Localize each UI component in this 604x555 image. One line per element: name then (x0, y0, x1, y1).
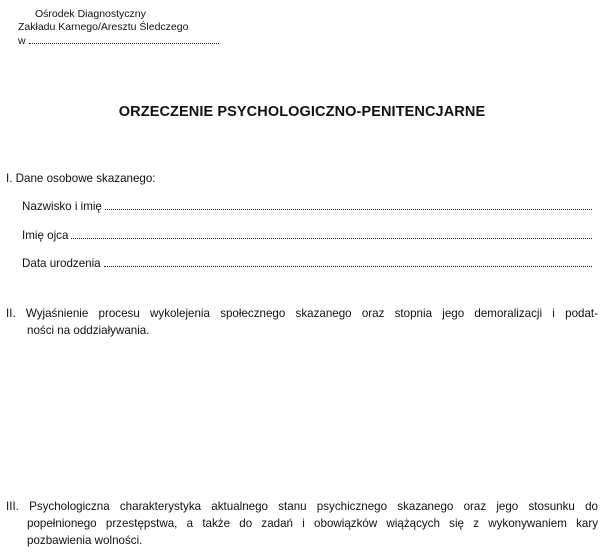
section-2-line-1: II. Wyjaśnienie procesu wykolejenia społecznego skazanego oraz stopnia jego demoralizacji i podat- (6, 307, 598, 320)
section-3-line-1: III. Psychologiczna charakterystyka aktualnego stanu psychicznego skazanego oraz jego stosunku do (6, 500, 598, 513)
birth-date-field (22, 256, 592, 272)
father-name-field (22, 228, 592, 244)
location-fill-line[interactable] (29, 34, 219, 44)
birth-date-label: Data urodzenia (22, 257, 101, 270)
header-location-label: w (18, 35, 26, 47)
section-3-line-3: pozbawienia wolności. (27, 534, 143, 547)
father-name-label: Imię ojca (22, 229, 69, 242)
father-name-fill-line[interactable] (71, 228, 592, 239)
section-2-line-2: ności na oddziaływania. (27, 324, 150, 337)
birth-date-fill-line[interactable] (104, 256, 592, 267)
document-title: ORZECZENIE PSYCHOLOGICZNO-PENITENCJARNE (118, 104, 486, 120)
section-1-heading: I. Dane osobowe skazanego: (6, 172, 156, 185)
header-line-3 (10, 34, 250, 48)
section-3-line-2: popełnionego przestępstwa, a także do zadań i obowiązków wiążących się z wykonywaniem kary (27, 517, 598, 530)
surname-name-label: Nazwisko i imię (22, 200, 102, 213)
institution-header (10, 8, 250, 48)
section-2 (6, 305, 598, 339)
section-3 (6, 498, 598, 549)
surname-name-field (22, 199, 592, 215)
header-line-1: Ośrodek Diagnostyczny (35, 8, 146, 20)
surname-name-fill-line[interactable] (105, 199, 592, 210)
header-line-2: Zakładu Karnego/Aresztu Śledczego (18, 21, 189, 33)
